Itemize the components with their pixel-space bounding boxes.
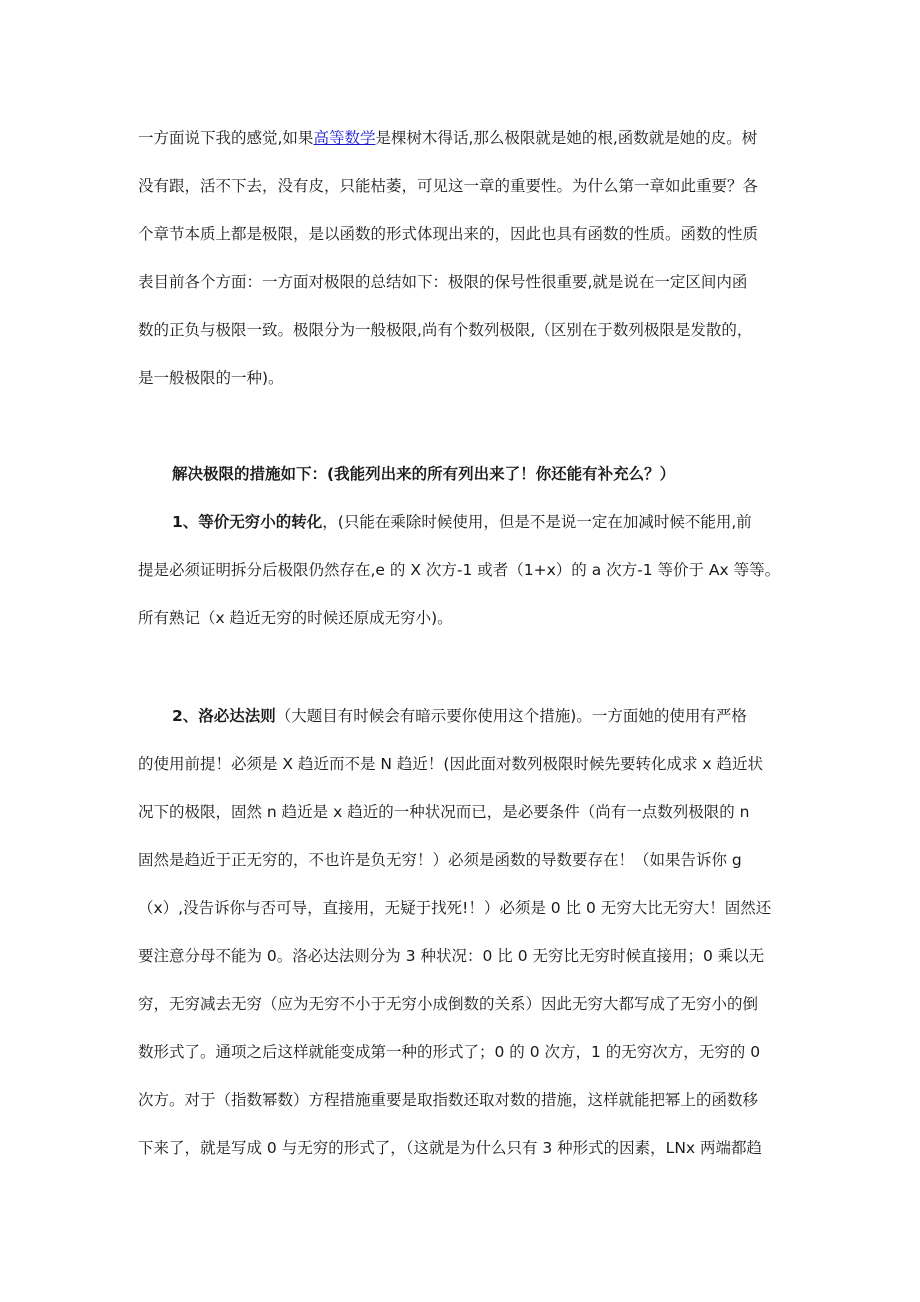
paragraph-1-line-3: 个章节本质上都是极限，是以函数的形式体现出来的，因此也具有函数的性质。函数的性质: [138, 225, 759, 243]
paragraph-3-line-8: 数形式了。通项之后这样就能变成第一种的形式了；0 的 0 次方，1 的无穷次方，无穷的 0: [138, 1043, 761, 1061]
paragraph-3-line-6: 要注意分母不能为 0。洛必达法则分为 3 种状况：0 比 0 无穷比无穷时候直接用；0 乘以无: [138, 947, 765, 965]
paragraph-3-line-1: [172, 706, 747, 726]
paragraph-2-line-3: 所有熟记（x 趋近无穷的时候还原成无穷小)。: [138, 609, 453, 627]
paragraph-2-line-2: 提是必须证明拆分后极限仍然存在,e 的 X 次方-1 或者（1+x）的 a 次方-1 等价于 Ax 等等。: [138, 561, 781, 579]
paragraph-3-line-10: 下来了，就是写成 0 与无穷的形式了，（这就是为什么只有 3 种形式的因素，LNx 两端都趋: [138, 1139, 763, 1157]
paragraph-3-line-7: 穷，无穷减去无穷（应为无穷不小于无穷小成倒数的关系）因此无穷大都写成了无穷小的倒: [138, 995, 759, 1013]
paragraph-1-line-4: 表目前各个方面：一方面对极限的总结如下：极限的保号性很重要,就是说在一定区间内函: [138, 273, 748, 291]
paragraph-1-line-6: 是一般极限的一种)。: [138, 369, 284, 387]
paragraph-1-line-1: [138, 128, 757, 148]
method-2-title: 2、洛必达法则: [172, 707, 276, 725]
text: 一方面说下我的感觉,如果: [138, 129, 314, 147]
text: ，(只能在乘除时候使用，但是不是说一定在加减时候不能用,前: [322, 513, 752, 531]
paragraph-2-line-1: [172, 512, 752, 532]
paragraph-1-line-5: 数的正负与极限一致。极限分为一般极限,尚有个数列极限,（区别在于数列极限是发散的，: [138, 321, 753, 339]
method-1-title: 1、等价无穷小的转化: [172, 513, 323, 531]
text: 是棵树木得话,那么极限就是她的根,函数就是她的皮。树: [375, 129, 758, 147]
text: （大题目有时候会有暗示要你使用这个措施)。一方面她的使用有严格: [275, 707, 747, 725]
paragraph-3-line-4: 固然是趋近于正无穷的，不也许是负无穷！）必须是函数的导数要存在！（如果告诉你 g: [138, 851, 742, 869]
paragraph-1-line-2: 没有跟，活不下去，没有皮，只能枯萎，可见这一章的重要性。为什么第一章如此重要？各: [138, 177, 759, 195]
paragraph-3-line-3: 况下的极限，固然 n 趋近是 x 趋近的一种状况而已，是必要条件（尚有一点数列极限的 n: [138, 803, 750, 821]
methods-heading: 解决极限的措施如下：(我能列出来的所有列出来了！你还能有补充么？）: [172, 465, 676, 483]
paragraph-3-line-5: （x）,没告诉你与否可导，直接用，无疑于找死!！）必须是 0 比 0 无穷大比无穷大！固然还: [138, 899, 772, 917]
paragraph-3-line-2: 的使用前提！必须是 X 趋近而不是 N 趋近！(因此面对数列极限时候先要转化成求 x 趋近状: [138, 755, 763, 773]
paragraph-3-line-9: 次方。对于（指数幂数）方程措施重要是取指数还取对数的措施，这样就能把幂上的函数移: [138, 1091, 759, 1109]
higher-math-link[interactable]: 高等数学: [313, 129, 376, 147]
